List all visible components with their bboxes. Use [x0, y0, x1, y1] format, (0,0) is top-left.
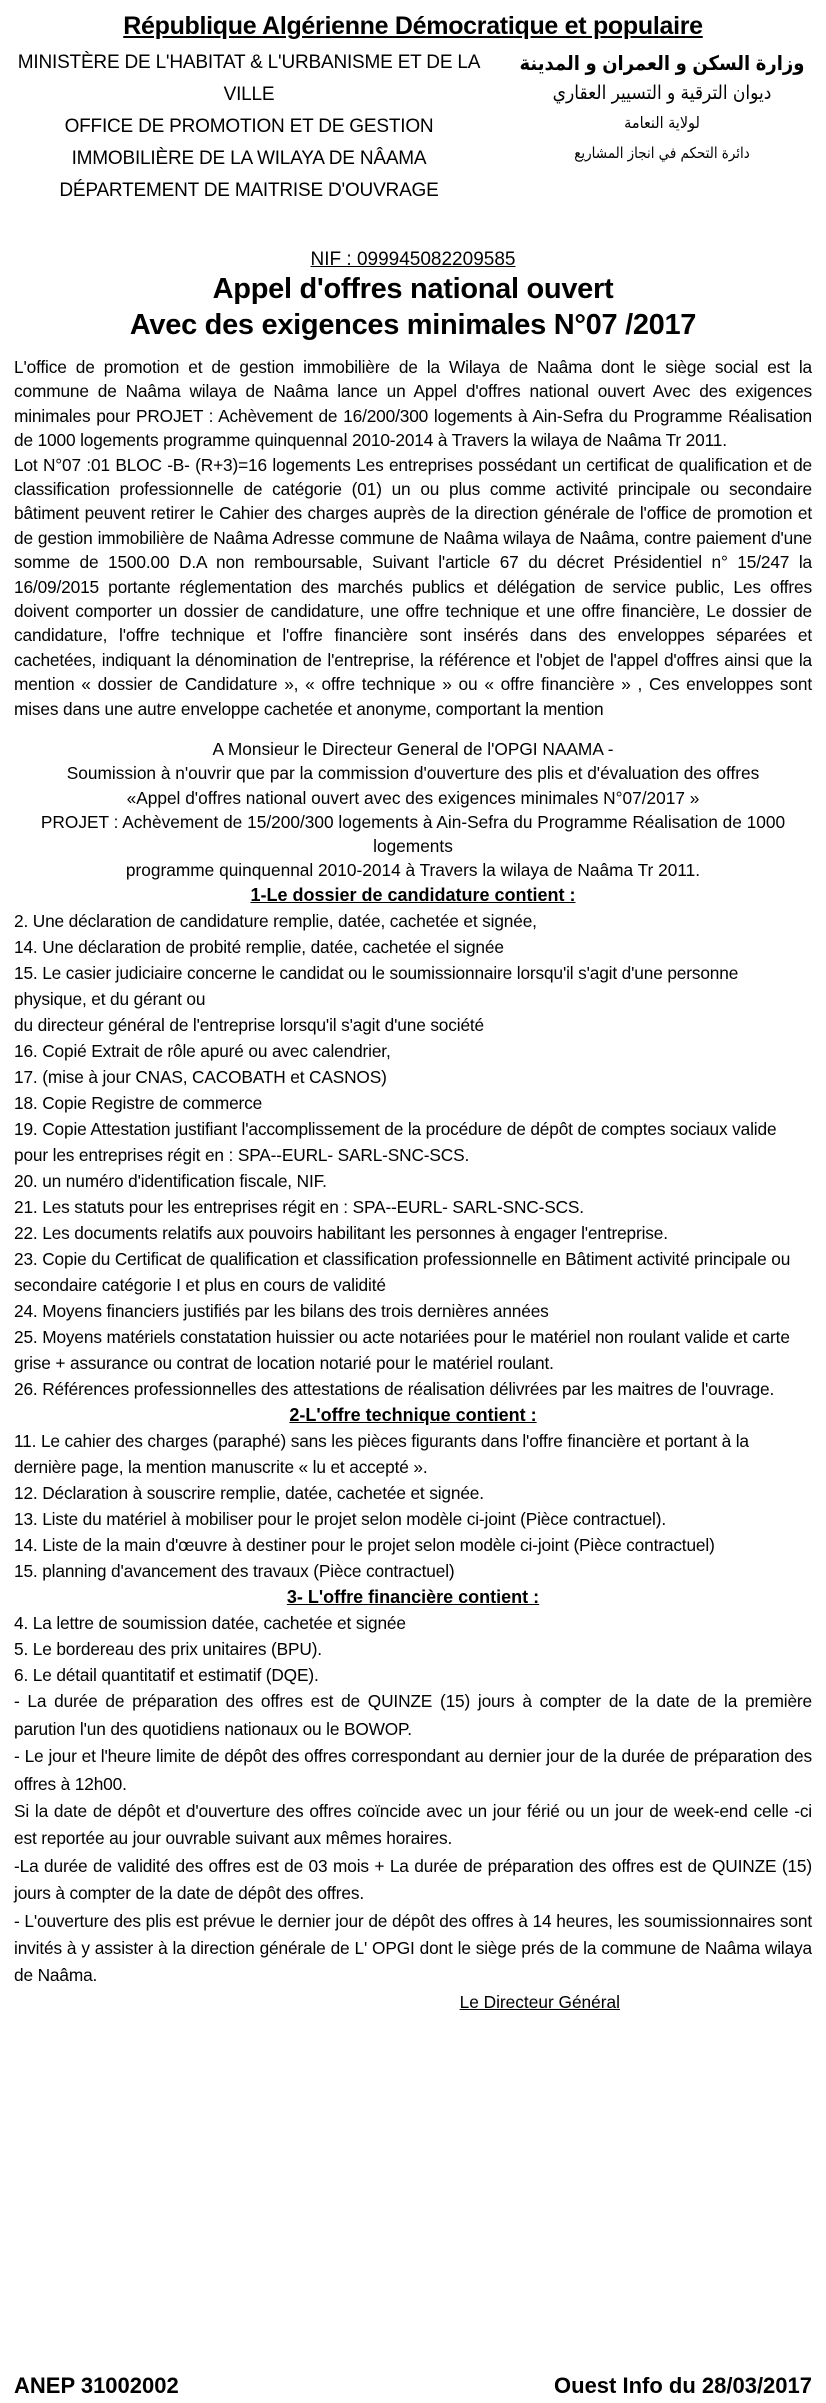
- letterhead-french: [14, 47, 484, 207]
- list-item: 25. Moyens matériels constatation huissier ou acte notariées pour le matériel non roulant valide et carte: [14, 1327, 790, 1348]
- list-item: 11. Le cahier des charges (paraphé) sans les pièces figurants dans l'offre financière et portant à la dernière page, la mention manuscrite « lu et accepté ».: [14, 1431, 749, 1478]
- list-item: 16. Copié Extrait de rôle apuré ou avec calendrier,: [14, 1041, 391, 1062]
- department-line: DÉPARTEMENT DE MAITRISE D'OUVRAGE: [59, 180, 439, 201]
- section-financial-heading: 3- L'offre financière contient :: [286, 1587, 540, 1608]
- list-item: 17. (mise à jour CNAS, CACOBATH et CASNOS): [14, 1067, 387, 1088]
- list-item: 19. Copie Attestation justifiant l'accomplissement de la procédure de dépôt de comptes sociaux valide pour les entreprises régit en : SPA--EURL- SARL-SNC-SCS.: [14, 1119, 777, 1166]
- financial-list: [14, 1610, 812, 1688]
- condition-paragraph: - La durée de préparation des offres est de QUINZE (15) jours à compter de la date de la première parution l'un des quotidiens nationaux ou le BOWOP.: [14, 1691, 812, 1739]
- arabic-office-line: ديوان الترقية و التسيير العقاري: [552, 83, 772, 104]
- footer: [14, 2373, 812, 2399]
- list-item: grise + assurance ou contrat de location notarié pour le matériel roulant.: [14, 1353, 554, 1374]
- list-item: 21. Les statuts pour les entreprises régit en : SPA--EURL- SARL-SNC-SCS.: [14, 1197, 584, 1218]
- list-item: 5. Le bordereau des prix unitaires (BPU).: [14, 1639, 322, 1660]
- list-item: 20. un numéro d'identification fiscale, NIF.: [14, 1171, 327, 1192]
- condition-paragraph: - L'ouverture des plis est prévue le dernier jour de dépôt des offres à 14 heures, les soumissionnaires sont invités à y assister à la direction générale de L' OPGI dont le siège prés de la commune de Naâma wilaya de Naâma.: [14, 1910, 812, 1986]
- list-item: 15. planning d'avancement des travaux (Pièce contractuel): [14, 1561, 455, 1582]
- condition-paragraph: - Le jour et l'heure limite de dépôt des offres correspondant au dernier jour de la durée de préparation des offres à 12h00.: [14, 1746, 812, 1794]
- section-technical-heading: 2-L'offre technique contient :: [289, 1405, 537, 1426]
- address-line: Soumission à n'ouvrir que par la commission d'ouverture des plis et d'évaluation des offres: [66, 763, 760, 784]
- intro-paragraph: L'office de promotion et de gestion immobilière de la Wilaya de Naâma dont le siège social est la commune de Naâma wilaya de Naâma lance un Appel d'offres national ouvert Avec des exigences minimales pour PROJET : Achèvement de 16/200/300 logements à Ain-Sefra du Programme Réalisation de 1000 logements programme quinquennal 2010-2014 à Travers la wilaya de Naâma Tr 2011.: [14, 357, 812, 451]
- envelope-address: [14, 737, 812, 882]
- address-line: «Appel d'offres national ouvert avec des exigences minimales N°07/2017 »: [126, 787, 700, 808]
- list-item: 2. Une déclaration de candidature remplie, datée, cachetée et signée,: [14, 911, 537, 932]
- list-item: 4. La lettre de soumission datée, cachetée et signée: [14, 1613, 406, 1634]
- list-item: 24. Moyens financiers justifiés par les bilans des trois dernières années: [14, 1301, 549, 1322]
- arabic-department-line: دائرة التحكم في انجاز المشاريع: [574, 145, 750, 162]
- address-line: PROJET : Achèvement de 15/200/300 logements à Ain-Sefra du Programme Réalisation de 1000 logements: [40, 811, 786, 856]
- list-item: 14. Une déclaration de probité remplie, datée, cachetée el signée: [14, 937, 504, 958]
- list-item: 13. Liste du matériel à mobiliser pour le projet selon modèle ci-joint (Pièce contractuel).: [14, 1509, 666, 1530]
- condition-paragraph: Si la date de dépôt et d'ouverture des offres coïncide avec un jour férié ou un jour de week-end celle -ci est reportée au jour ouvrable suivant aux mêmes horaires.: [14, 1800, 812, 1849]
- technical-list: [14, 1428, 812, 1584]
- notice-subtitle: Avec des exigences minimales N°07 /2017: [129, 309, 697, 341]
- notice-title: Appel d'offres national ouvert: [212, 273, 614, 305]
- letterhead-arabic: [512, 47, 812, 207]
- conditions-block: [14, 1688, 812, 1989]
- section-candidature-heading: 1-Le dossier de candidature contient :: [250, 885, 576, 906]
- list-item: 26. Références professionnelles des attestations de réalisation délivrées par les maitres de l'ouvrage.: [14, 1379, 775, 1400]
- anep-reference: ANEP 31002002: [14, 2373, 179, 2398]
- list-item: 6. Le détail quantitatif et estimatif (DQE).: [14, 1665, 319, 1686]
- list-item: 12. Déclaration à souscrire remplie, datée, cachetée et signée.: [14, 1483, 484, 1504]
- lot-paragraph: Lot N°07 :01 BLOC -B- (R+3)=16 logements Les entreprises possédant un certificat de qualification et de classification professionnelle de catégorie (01) un ou plus comme activité principale ou secondaire bâtiment peuvent retirer le Cahier des charges auprès de la direction générale de l'office de promotion et de gestion immobilière de Naâma Adresse commune de Naâma wilaya de Naâma, contre paiement d'une somme de 1500.00 D.A non remboursable, Suivant l'article 67 du décret Présidentiel n° 15/247 la 16/09/2015 portante réglementation des marchés publics et délégation de service public, Les offres doivent comporter un dossier de candidature, une offre technique et une offre financière, Le dossier de candidature, l'offre technique et l'offre financière sont insérés dans des enveloppes séparées et cachetées, indiquant la dénomination de l'entreprise, la référence et l'objet de l'appel d'offres ainsi que la mention « dossier de Candidature », « offre technique » ou « offre financière » , Ces enveloppes sont mises dans une autre enveloppe cachetée et anonyme, comportant la mention: [14, 454, 812, 719]
- office-line: IMMOBILIÈRE DE LA WILAYA DE NÂAMA: [71, 148, 427, 169]
- office-line: OFFICE DE PROMOTION ET DE GESTION: [64, 116, 434, 137]
- republic-heading: République Algérienne Démocratique et populaire: [123, 12, 703, 40]
- list-item: 23. Copie du Certificat de qualification et classification professionnelle en Bâtiment activité principale ou secondaire catégorie I et plus en cours de validité: [14, 1249, 791, 1296]
- candidature-list: [14, 908, 812, 1402]
- list-item: du directeur général de l'entreprise lorsqu'il s'agit d'une société: [14, 1015, 485, 1036]
- list-item: 22. Les documents relatifs aux pouvoirs habilitant les personnes à engager l'entreprise.: [14, 1223, 668, 1244]
- letterhead: [14, 47, 812, 207]
- arabic-ministry-line: وزارة السكن و العمران و المدينة: [519, 53, 805, 75]
- list-item: 15. Le casier judiciaire concerne le candidat ou le soumissionnaire lorsqu'il s'agit d'une personne physique, et du gérant ou: [14, 963, 739, 1010]
- publication-reference: Ouest Info du 28/03/2017: [554, 2373, 812, 2398]
- nif-number: NIF : 099945082209585: [310, 249, 516, 270]
- arabic-wilaya-line: لولاية النعامة: [624, 115, 700, 132]
- address-line: A Monsieur le Directeur General de l'OPGI NAAMA -: [212, 739, 614, 760]
- condition-paragraph: -La durée de validité des offres est de 03 mois + La durée de préparation des offres est de QUINZE (15) jours à compter de la date de dépôt des offres.: [14, 1855, 812, 1904]
- list-item: 18. Copie Registre de commerce: [14, 1093, 263, 1114]
- address-line: programme quinquennal 2010-2014 à Travers la wilaya de Naâma Tr 2011.: [125, 860, 701, 881]
- list-item: 14. Liste de la main d'œuvre à destiner pour le projet selon modèle ci-joint (Pièce contractuel): [14, 1535, 715, 1556]
- ministry-line: MINISTÈRE DE L'HABITAT & L'URBANISME ET DE LA VILLE: [17, 52, 481, 105]
- director-signature: Le Directeur Général: [459, 1991, 620, 2012]
